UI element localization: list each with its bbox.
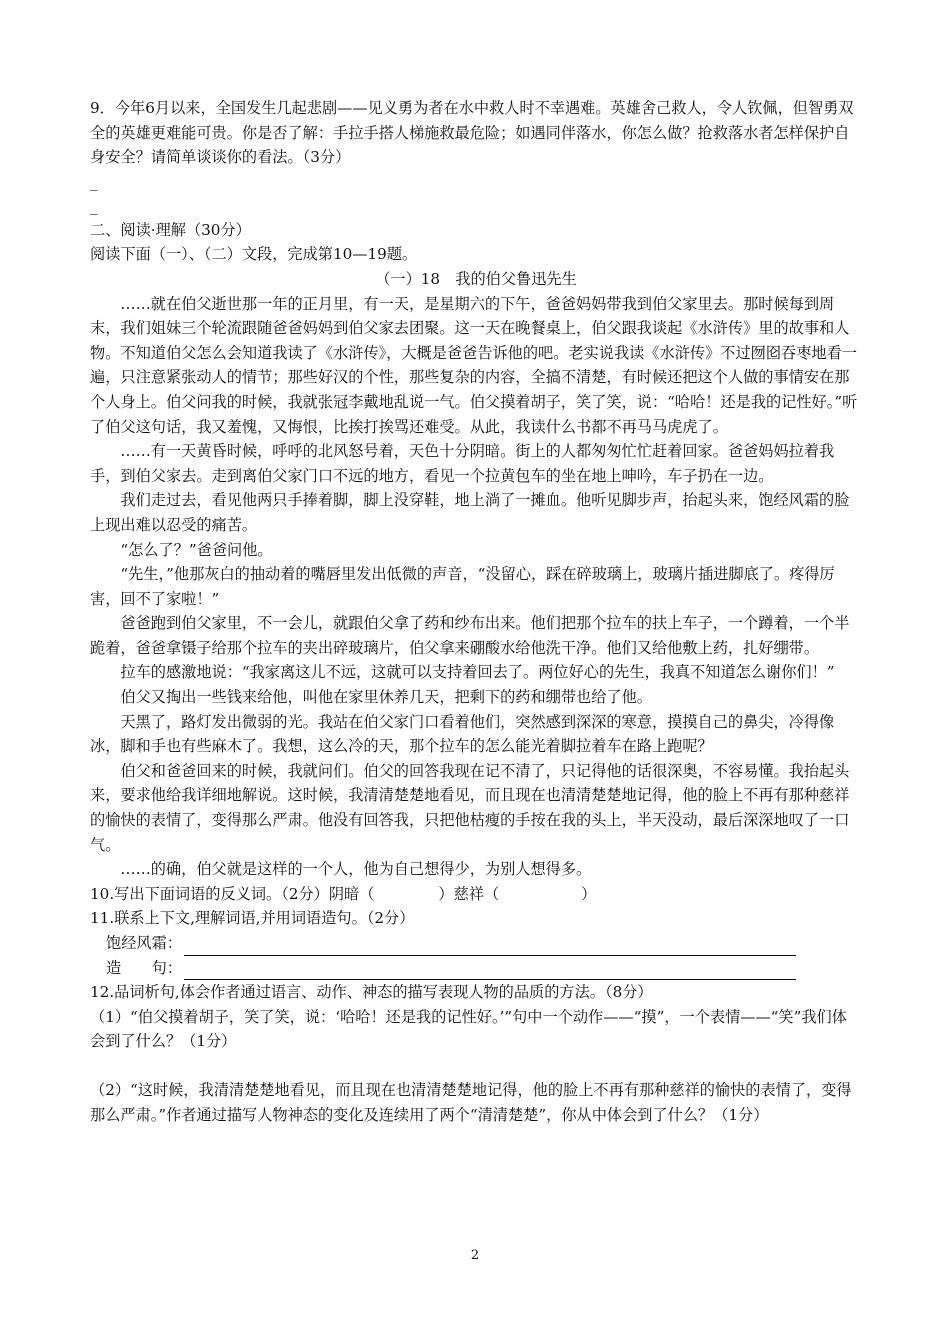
answer-blank-line: _: [90, 172, 98, 191]
question-11: 11.联系上下文,理解词语,并用词语造句。（2分）: [90, 909, 415, 928]
question-10-middle: ）慈祥（: [438, 884, 500, 903]
passage-paragraph: “怎么了？”爸爸问他。: [120, 540, 273, 559]
question-10-prefix: 10.写出下面词语的反义词。（2分）阴暗（: [90, 884, 375, 903]
passage-paragraph: 天黑了，路灯发出微弱的光。我站在伯父家门口看着他们，突然感到深深的寒意，摸摸自己的鼻尖，冷得像冰，脚和手也有些麻木了。我想，这么冷的天，那个拉车的怎么能光着脚拉着车在路上跑呢？: [90, 712, 835, 756]
passage-paragraph: 伯父又掏出一些钱来给他，叫他在家里休养几天，把剩下的药和绷带也给了他。: [120, 688, 652, 707]
question-12-sub-1: （1）“伯父摸着胡子，笑了笑，说：‘哈哈！还是我的记性好。’”句中一个动作——“摸”，一个表情——“笑”我们体会到了什么？（1分）: [90, 1007, 847, 1051]
answer-blank-line: _: [90, 196, 98, 215]
section-instruction: 阅读下面（一）、（二）文段，完成第10—19题。: [90, 245, 418, 264]
sentence-answer-line[interactable]: [184, 961, 796, 980]
question-9: 9．今年6月以来，全国发生几起悲剧——见义勇为者在水中救人时不幸遇难。英雄舍己救人，令人钦佩，但智勇双全的英雄更难能可贵。你是否了解：手拉手搭人梯施救最危险；如遇同伴落水，你怎么做？抢救落水者怎样保护自身安全？请简单谈谈你的看法。（3分）: [90, 99, 854, 167]
definition-answer-line[interactable]: [184, 937, 796, 956]
passage-paragraph: ……就在伯父逝世那一年的正月里，有一天，是星期六的下午，爸爸妈妈带我到伯父家里去。那时候每到周末，我们姐妹三个轮流跟随爸爸妈妈到伯父家去团聚。这一天在晚餐桌上，伯父跟我谈起《水浒传》里的故事和人物。不知道伯父怎么会知道我读了《水浒传》，大概是爸爸告诉他的吧。老实说我读《水浒传》不过囫囵吞枣地看一遍，只注意紧张动人的情节；那些好汉的个性，那些复杂的内容，全搞不清楚，有时候还把这个人做的事情安在那个人身上。伯父问我的时候，我就张冠李戴地乱说一气。伯父摸着胡子，笑了笑，说：“哈哈！还是我的记性好。”听了伯父这句话，我又羞愧，又悔恨，比挨打挨骂还难受。从此，我读什么书都不再马马虎虎了。: [90, 294, 858, 436]
passage-paragraph: ……有一天黄昏时候，呼呼的北风怒号着，天色十分阴暗。街上的人都匆匆忙忙赶着回家。爸爸妈妈拉着我手，到伯父家去。走到离伯父家门口不远的地方，看见一个拉黄包车的坐在地上呻吟，车子扔在一边。: [90, 442, 835, 485]
passage-paragraph: 爸爸跑到伯父家里，不一会儿，就跟伯父拿了药和纱布出来。他们把那个拉车的扶上车子，一个蹲着，一个半跪着，爸爸拿镊子给那个拉车的夹出碎玻璃片，伯父拿来硼酸水给他洗干净。他们又给他敷上药，扎好绷带。: [90, 614, 850, 657]
answer-space[interactable]: [90, 1054, 862, 1078]
question-10-suffix: ）: [581, 884, 597, 903]
sentence-row: [90, 956, 862, 981]
passage-paragraph: 我们走过去，看见他两只手捧着脚，脚上没穿鞋，地上淌了一摊血。他听见脚步声，抬起头来，饱经风霜的脸上现出难以忍受的痛苦。: [90, 491, 850, 534]
sentence-label: 造 句：: [106, 958, 182, 977]
definition-label: 饱经风霜：: [106, 934, 182, 952]
passage-paragraph: ……的确，伯父就是这样的一个人，他为自己想得少，为别人想得多。: [120, 860, 592, 879]
passage-paragraph: “先生，”他那灰白的抽动着的嘴唇里发出低微的声音，“没留心，踩在碎玻璃上，玻璃片插进脚底了。疼得厉害，回不了家啦！”: [90, 565, 835, 608]
page-number: 2: [470, 1248, 480, 1263]
passage-paragraph: 伯父和爸爸回来的时候，我就问们。伯父的回答我现在记不清了，只记得他的话很深奥，不容易懂。我抬起头来，要求他给我详细地解说。这时候，我清清楚楚地看见，而且现在也清清楚楚地记得，他的脸上不再有那种慈祥的愉快的表情了，变得那么严肃。他没有回答我，只把他枯瘦的手按在我的头上，半天没动，最后深深地叹了一口气。: [90, 761, 850, 854]
passage-title: （一）18 我的伯父鲁迅先生: [375, 269, 577, 288]
exam-page: [90, 96, 862, 1127]
question-10: [90, 882, 862, 907]
definition-row: [90, 931, 862, 956]
section-heading: 二、阅读·理解（30分）: [90, 220, 251, 239]
passage-paragraph: 拉车的感激地说：“我家离这儿不远，这就可以支持着回去了。两位好心的先生，我真不知道怎么谢你们！”: [120, 663, 835, 682]
question-12-sub-2: （2）“这时候，我清清楚楚地看见，而且现在也清清楚楚地记得，他的脸上不再有那种慈祥的愉快的表情了，变得那么严肃。”作者通过描写人物神态的变化及连续用了两个“清清楚楚”，你从中体会到了什么？（1分）: [90, 1080, 852, 1124]
question-12: 12.品词析句,体会作者通过语言、动作、神态的描写表现人物的品质的方法。（8分）: [90, 983, 653, 1002]
